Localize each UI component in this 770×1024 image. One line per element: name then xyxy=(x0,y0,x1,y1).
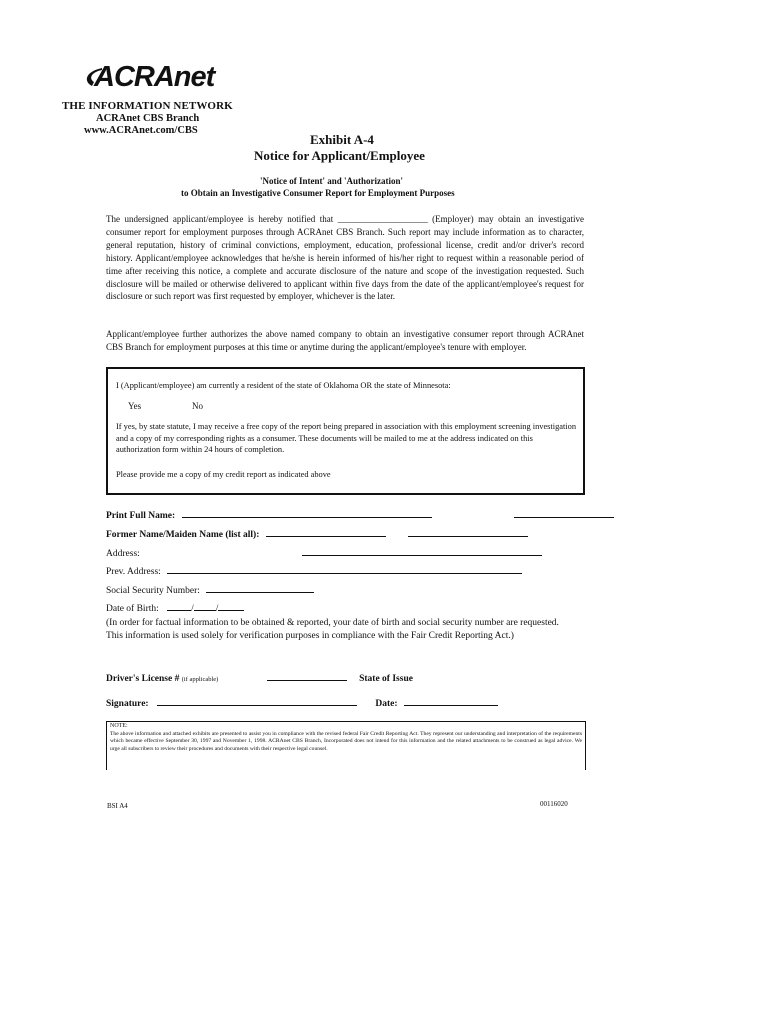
date-line[interactable] xyxy=(404,695,498,706)
full-name-line[interactable] xyxy=(182,507,432,518)
dob-day-line[interactable] xyxy=(194,600,216,611)
org-name: THE INFORMATION NETWORK xyxy=(62,100,233,112)
exhibit-label: Exhibit A-4 xyxy=(310,132,374,147)
dob-year-line[interactable] xyxy=(218,600,244,611)
dob-separator-1: / xyxy=(191,604,194,614)
license-hint: (if applicable) xyxy=(181,676,219,683)
former-name-line[interactable] xyxy=(266,526,386,537)
acranet-logo xyxy=(82,58,242,98)
license-label: Driver's License # xyxy=(106,674,180,684)
legal-note-box xyxy=(106,721,586,770)
former-name-field xyxy=(106,526,528,540)
residency-question: I (Applicant/employee) am currently a resident of the state of Oklahoma OR the state of Minnesota: xyxy=(116,381,451,390)
subtitle-report-purpose: to Obtain an Investigative Consumer Report for Employment Purposes xyxy=(181,188,455,198)
page-title: Notice for Applicant/Employee xyxy=(254,148,425,163)
signature-field xyxy=(106,695,498,709)
notification-paragraph: The undersigned applicant/employee is hereby notified that ____________________ (Employer) may obtain an investigative consumer report for employment purposes through ACRAnet CBS Branch. Such report may include information as to character, general reputation, history of criminal convictions, employment, education, professional license, credit and/or driver's record history. Applicant/employee acknowledges that he/she is herein informed of his/her right to request within a reasonable period of time after receiving this notice, a complete and accurate disclosure of the nature and scope of the investigation requested. Such disclosure will be mailed or otherwise delivered to applicant within five days from the date of the applicant/employee's request for disclosure or such report was first requested by employer, whichever is the later. xyxy=(106,214,584,302)
ssn-label: Social Security Number: xyxy=(106,586,200,596)
prev-address-line[interactable] xyxy=(167,563,522,574)
note-text: The above information and attached exhibits are presented to assist you in compliance with the revised federal Fair Credit Reporting Act. They represent our understanding and interpretation of the requirements which became effective September 30, 1997 and November 1, 1998. ACRAnet CBS Branch, Incorporated does not intend for this information and the related attachments to be construed as legal advice. We urge all subscribers to review their procedures and documents with their respective legal counsel. xyxy=(110,730,582,752)
ssn-line[interactable] xyxy=(206,582,314,593)
footer-form-code: BSI A4 xyxy=(107,802,128,810)
dob-label: Date of Birth: xyxy=(106,604,159,614)
full-name-label: Print Full Name: xyxy=(106,511,176,521)
note-label: NOTE: xyxy=(110,723,128,729)
dob-separator-2: / xyxy=(215,604,219,614)
residency-box xyxy=(106,367,585,495)
full-name-field xyxy=(106,507,614,521)
org-url: www.ACRAnet.com/CBS xyxy=(84,125,198,136)
footer-document-number: 00116020 xyxy=(540,800,568,808)
residency-no-option[interactable]: No xyxy=(192,401,203,411)
org-branch: ACRAnet CBS Branch xyxy=(96,113,200,124)
residency-if-yes-text: If yes, by state statute, I may receive a free copy of the report being prepared in association with this employment screening investigation and a copy of my corresponding rights as a consumer. These documents will be mailed to me at the address indicated on this authorization form within 24 hours of completion. xyxy=(116,422,577,454)
prev-address-field xyxy=(106,563,522,577)
address-label: Address: xyxy=(106,549,140,559)
dob-field xyxy=(106,600,244,614)
ssn-field xyxy=(106,582,314,596)
address-line[interactable] xyxy=(302,545,542,556)
authorization-paragraph: Applicant/employee further authorizes the above named company to obtain an investigative consumer report through ACRAnet CBS Branch for employment purposes at this time or anytime during the applicant/employee's tenure with employer. xyxy=(106,329,584,352)
residency-yes-option[interactable]: Yes xyxy=(128,401,142,411)
dob-ssn-note: (In order for factual information to be obtained & reported, your date of birth and social security number are requested. This information is used solely for verification purposes in compliance with the Fair Credit Reporting Act.) xyxy=(106,618,559,641)
state-of-issue-label: State of Issue xyxy=(359,674,413,684)
dob-month-line[interactable] xyxy=(167,600,191,611)
license-line[interactable] xyxy=(267,670,347,681)
credit-copy-request[interactable]: Please provide me a copy of my credit report as indicated above xyxy=(116,470,331,479)
address-field xyxy=(106,545,542,559)
full-name-line-2[interactable] xyxy=(514,507,614,518)
former-name-label: Former Name/Maiden Name (list all): xyxy=(106,530,260,540)
license-field xyxy=(106,670,413,684)
date-label: Date: xyxy=(375,699,398,709)
logo-wordmark: ACRAnet xyxy=(94,61,215,93)
signature-line[interactable] xyxy=(157,695,357,706)
prev-address-label: Prev. Address: xyxy=(106,567,161,577)
subtitle-notice-of-intent: 'Notice of Intent' and 'Authorization' xyxy=(260,176,403,186)
former-name-line-2[interactable] xyxy=(408,526,528,537)
signature-label: Signature: xyxy=(106,699,149,709)
